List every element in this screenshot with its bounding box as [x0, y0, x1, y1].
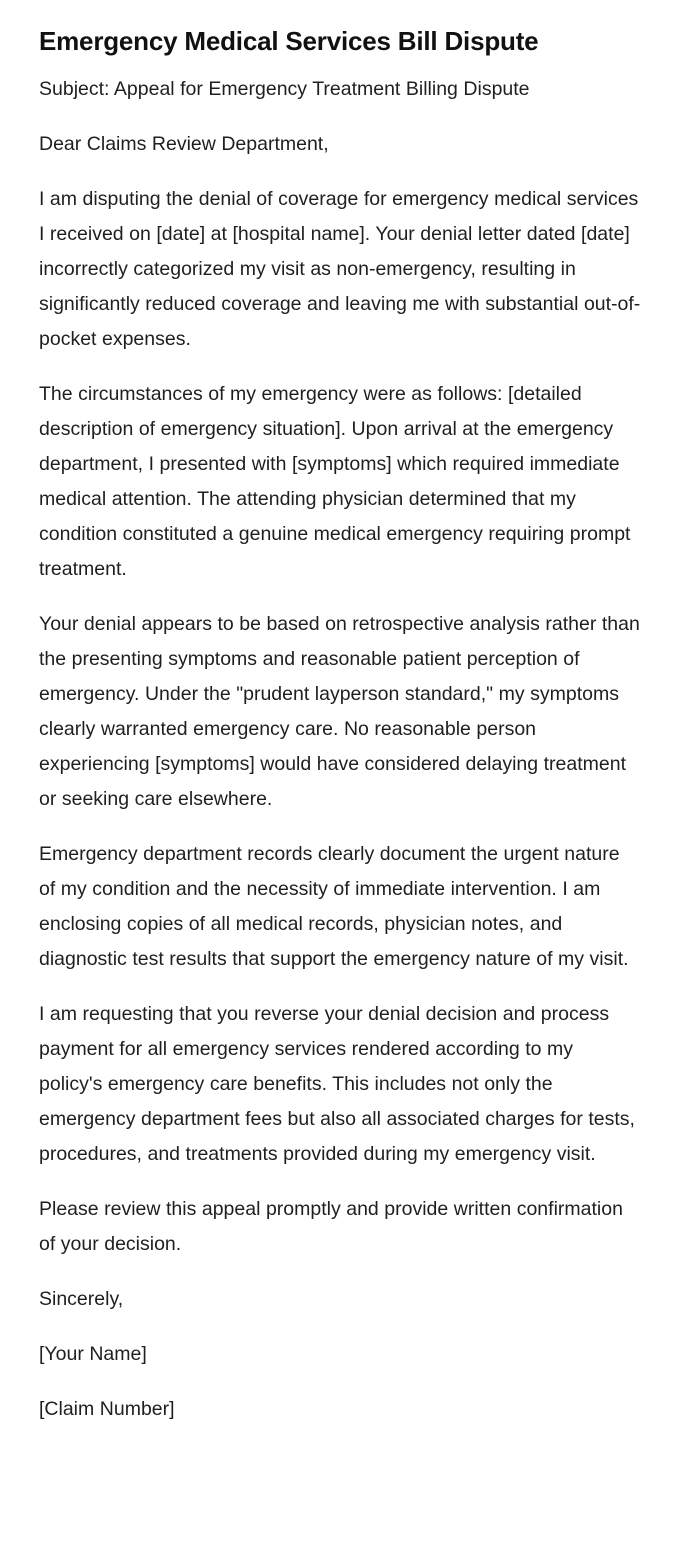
- paragraph-records: Emergency department records clearly document the urgent nature of my condition and the necessity of immediate intervention. I am enclosing copies of all medical records, physician notes, and diagnostic test results that support the emergency nature of my visit.: [39, 843, 629, 970]
- paragraph-closing: Sincerely,: [39, 1288, 124, 1310]
- paragraph-dispute: I am disputing the denial of coverage for emergency medical services I received on [date] at [hospital name]. Your denial letter dated [date] incorrectly categorized my visit as non-emergency, resulting in significantly reduced coverage and leaving me with substantial out-of-pocket expenses.: [39, 188, 641, 350]
- paragraph-review-request: Please review this appeal promptly and provide written confirmation of your decision.: [39, 1198, 623, 1255]
- page-title: Emergency Medical Services Bill Dispute: [39, 26, 539, 56]
- paragraph-request: I am requesting that you reverse your denial decision and process payment for all emergency services rendered according to my policy's emergency care benefits. This includes not only the emergency department fees but also all associated charges for tests, procedures, and treatments provided during my emergency visit.: [39, 1003, 635, 1165]
- paragraph-salutation: Dear Claims Review Department,: [39, 133, 329, 155]
- paragraph-denial-basis: Your denial appears to be based on retrospective analysis rather than the presenting symptoms and reasonable patient perception of emergency. Under the "prudent layperson standard," my symptoms clearly warranted emergency care. No reasonable person experiencing [symptoms] would have considered delaying treatment or seeking care elsewhere.: [39, 613, 640, 810]
- paragraph-subject: Subject: Appeal for Emergency Treatment Billing Dispute: [39, 78, 530, 100]
- paragraph-circumstances: The circumstances of my emergency were as follows: [detailed description of emergency situation]. Upon arrival at the emergency department, I presented with [symptoms] which required immediate medical attention. The attending physician determined that my condition constituted a genuine medical emergency requiring prompt treatment.: [39, 383, 631, 580]
- paragraph-signature-name: [Your Name]: [39, 1343, 147, 1365]
- paragraph-claim-number: [Claim Number]: [39, 1398, 175, 1420]
